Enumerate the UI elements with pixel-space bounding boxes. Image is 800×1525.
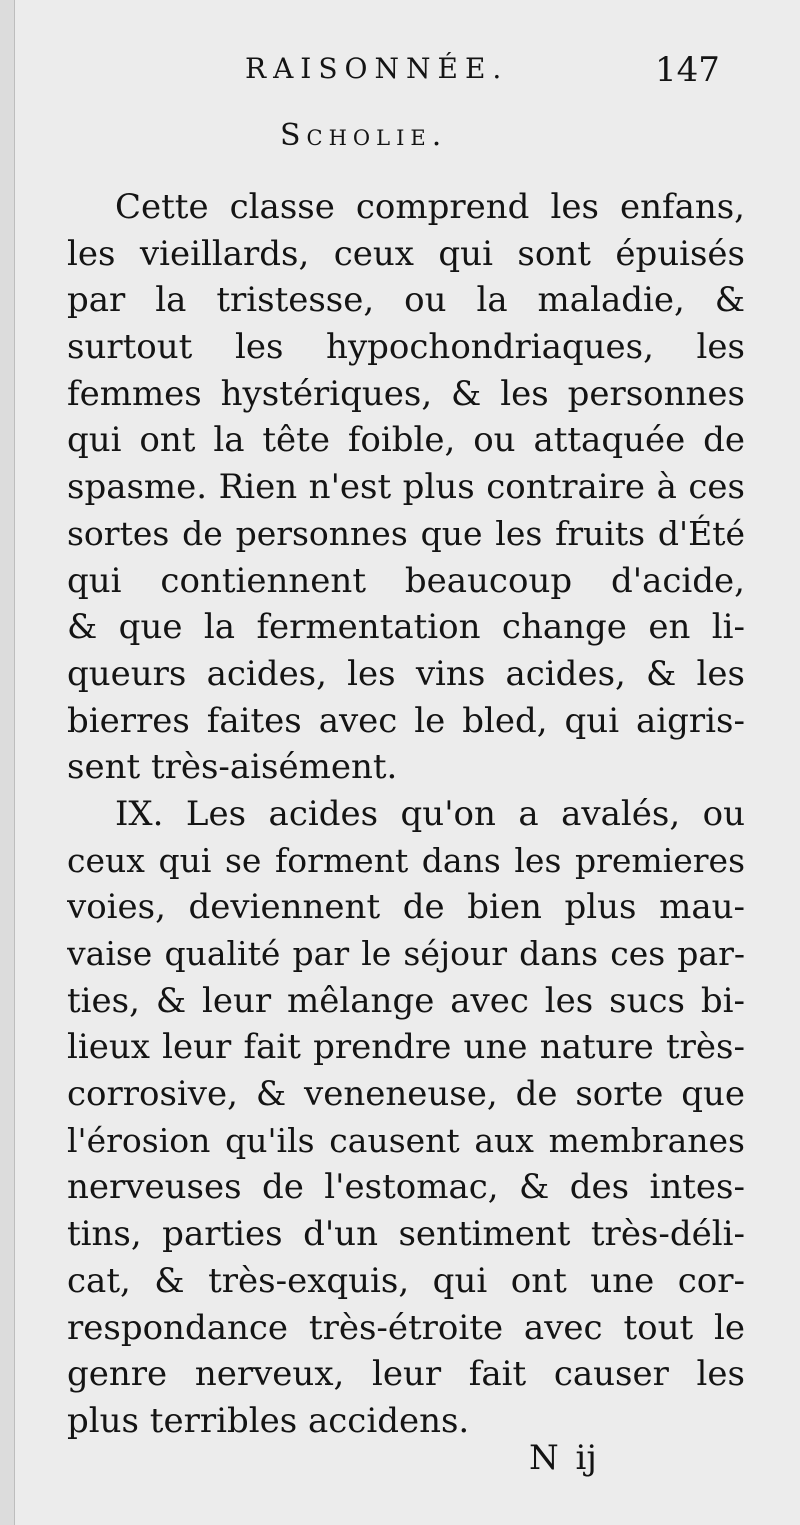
text-line: bierres faites avec le bled, qui aigris- <box>67 700 745 741</box>
text-line: sent très-aisément. <box>67 747 398 788</box>
text-line: cat, & très-exquis, qui ont une cor- <box>67 1260 745 1301</box>
text-line: IX. Les acides qu'on a avalés, ou <box>115 793 745 834</box>
book-page <box>14 0 800 1525</box>
text-line: genre nerveux, leur fait causer les <box>67 1354 745 1395</box>
signature-mark: N ij <box>529 1438 597 1478</box>
text-line: qui ont la tête foible, ou attaquée de <box>67 420 745 461</box>
running-head: RAISONNÉE. <box>245 52 509 85</box>
text-line: & que la fermentation change en li- <box>67 607 745 648</box>
text-line: qui contiennent beaucoup d'acide, <box>67 560 745 601</box>
text-line: respondance très-étroite avec tout le <box>67 1307 745 1348</box>
text-line: queurs acides, les vins acides, & les <box>67 653 745 694</box>
text-line: l'érosion qu'ils causent aux membranes <box>67 1120 745 1160</box>
text-line: spasme. Rien n'est plus contraire à ces <box>67 467 745 508</box>
text-line: plus terribles accidens. <box>67 1400 470 1441</box>
body-text <box>67 184 745 1445</box>
text-line: tins, parties d'un sentiment très-déli- <box>67 1214 745 1255</box>
text-line: femmes hystériques, & les personnes <box>67 373 745 414</box>
text-line: par la tristesse, ou la maladie, & <box>67 280 745 321</box>
text-line: surtout les hypochondriaques, les <box>67 327 745 368</box>
text-line: ties, & leur mêlange avec les sucs bi- <box>67 980 745 1021</box>
text-line: vaise qualité par le séjour dans ces par- <box>67 934 745 973</box>
section-title: Scholie. <box>280 118 448 153</box>
text-line: Cette classe comprend les enfans, <box>115 187 745 227</box>
text-line: lieux leur fait prendre une nature très- <box>67 1027 745 1068</box>
text-line: sortes de personnes que les fruits d'Été <box>67 513 745 553</box>
text-line: voies, deviennent de bien plus mau- <box>67 887 745 928</box>
text-line: corrosive, & veneneuse, de sorte que <box>67 1074 745 1115</box>
page-number: 147 <box>655 50 720 90</box>
text-line: ceux qui se forment dans les premieres <box>67 840 745 880</box>
text-line: nerveuses de l'estomac, & des intes- <box>67 1167 745 1208</box>
text-line: les vieillards, ceux qui sont épuisés <box>67 233 745 274</box>
